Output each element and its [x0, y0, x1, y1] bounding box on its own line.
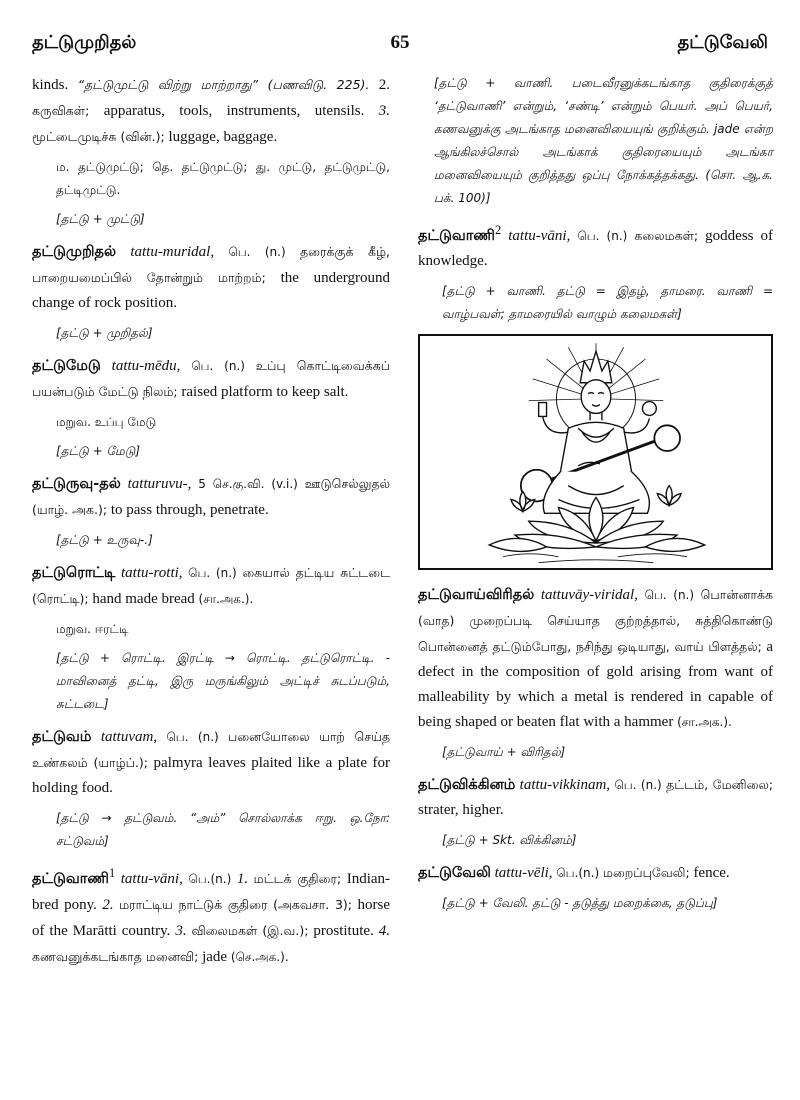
headword: தட்டுவாணி — [32, 871, 109, 887]
tamil-definition: பனையோலை யாற் செய்த உண்கலம் (யாழ்ப்.); — [32, 729, 391, 770]
part-of-speech: பெ. (n.) — [191, 359, 245, 373]
synonym: மறுவ. உப்பு மேடு — [56, 415, 157, 429]
english-definition: strater, higher. — [418, 802, 504, 818]
etymology: [தட்டுவாய் + விரிதல்] — [442, 745, 566, 759]
english-definition: palmyra leaves plaited like a plate for holding food. — [32, 755, 391, 796]
tamil-definition: பொன்னாக்க (வாத) முறைப்படி செய்யாத குற்றத்தால், சுத்திகொண்டு பொன்னைத் தட்டும்போது, நசிந்து ஒடியாது, வாய் பிளத்தல்; — [418, 587, 773, 654]
etymology: [தட்டு + முட்டு] — [56, 212, 145, 226]
part-of-speech: பெ. (n.) — [166, 730, 219, 744]
transliteration: tatturuvu-, — [127, 476, 192, 492]
homonym-number: 2 — [494, 223, 502, 237]
cognates: ம. தட்டுமுட்டு; தெ. தட்டுமுட்டு; து. முட்டு, தட்டுமுட்டு, தட்டிமுட்டு. — [56, 160, 390, 197]
synonym: மறுவ. ஈரட்டி — [56, 622, 129, 636]
headword: தட்டுவாய்விரிதல் — [418, 587, 535, 603]
headword: தட்டுரொட்டி — [32, 565, 116, 581]
dictionary-entry — [32, 471, 390, 523]
tamil-definition: உப்பு கொட்டிவைக்கப் பயன்படும் மேட்டு நிலம்; — [32, 358, 390, 399]
dictionary-entry — [32, 560, 390, 612]
transliteration: tattu-mēdu, — [111, 358, 181, 374]
transliteration: tattu-vāni, — [508, 228, 571, 244]
entry-continuation: kinds. “தட்டுமுட்டு விற்று மாற்றாது” (பணவிடு. 225). 2. கருவிகள்; apparatus, tools, instruments, utensils. 3. மூட்டைமுடிச்சு (வின்.); luggage, baggage. — [32, 77, 390, 145]
transliteration: tattu-vikkinam, — [519, 777, 611, 793]
english-definition: goddess of knowledge. — [418, 228, 774, 269]
part-of-speech: பெ. (n.) — [188, 566, 237, 580]
dictionary-entry — [32, 724, 390, 801]
transliteration: tattu-muridal, — [130, 244, 215, 260]
dictionary-entry: தட்டுவாணி$^1$ tattu-vāni, பெ.(n.) 1. மட்டக் குதிரை; Indian-bred pony. 2. மராட்டிய நாட்டுக் குதிரை (அகவசா. 3); horse of the Marātti country. 3. விலைமகள் (இ.வ.); prostitute. 4. கணவனுக்கடங்காத மனைவி; jade (செ.அக.). — [32, 866, 391, 965]
transliteration: tattu-vēli, — [494, 865, 553, 881]
etymology: [தட்டு + Skt. விக்கினம்] — [442, 833, 577, 847]
right-column — [418, 72, 773, 923]
etymology: [தட்டு + வேலி. தட்டு - தடுத்து மறைக்கை, தடுப்பு] — [442, 896, 718, 910]
tamil-definition: மறைப்புவேலி; — [602, 865, 690, 880]
etymology: [தட்டு + மேடு] — [56, 444, 141, 458]
part-of-speech: பெ. (n.) — [644, 588, 695, 602]
english-definition: a defect in the composition of gold arising from want of malleability by which a metal is rendered in capable of being shaped or beaten flat with a hammer — [418, 639, 773, 730]
source-reference: (சா.அக.). — [198, 592, 254, 606]
headword: தட்டுருவு-தல் — [32, 476, 121, 492]
dictionary-entry — [418, 218, 773, 274]
page-number: 65 — [390, 32, 410, 53]
english-definition: raised platform to keep salt. — [177, 384, 349, 400]
headword: தட்டுவேலி — [418, 865, 491, 881]
transliteration: tattuvāy-viridal, — [540, 587, 638, 603]
headword: தட்டுவம் — [32, 729, 92, 745]
english-definition: to pass through, penetrate. — [107, 502, 269, 518]
part-of-speech: பெ. (n.) — [577, 229, 628, 243]
dictionary-entry — [418, 860, 773, 886]
dictionary-entry — [32, 353, 390, 405]
part-of-speech: பெ.(n.) — [556, 866, 600, 880]
source-reference: (சா.அக.). — [677, 715, 732, 729]
dictionary-entry — [418, 582, 773, 735]
transliteration: tattuvam, — [100, 729, 158, 745]
part-of-speech: பெ. (n.) — [228, 245, 286, 259]
part-of-speech: பெ. (n.) — [614, 778, 662, 792]
tamil-definition: ஊடுசெல்லுதல் (யாழ். அக.); — [32, 476, 391, 517]
saraswati-on-lotus-illustration — [418, 334, 773, 570]
source-reference: (செ.அக.). — [230, 950, 289, 964]
english-definition: hand made bread — [88, 591, 199, 607]
quotation: “தட்டுமுட்டு விற்று மாற்றாது” (பணவிடு. 225). — [77, 77, 370, 92]
english-definition: fence. — [689, 865, 730, 881]
transliteration: tattu-vāni, — [120, 871, 183, 887]
etymology: [தட்டு + வாணி. படைவீரனுக்கடங்காத குதிரைக்குத் ‘தட்டுவாணி’ என்றும், ‘சண்டி’ என்றும் பெயர். அப் பெயர், கணவனுக்கு அடங்காத மனைவியையுங் குறிக்கும். jade என்ற ஆங்கிலச்சொல் அடங்காக் குதிரையையும் அடங்கா மனைவியையும் குறித்தது ஒப்பு நோக்கத்தக்கது. (சொ. ஆ.க. பக். 100)] — [434, 76, 773, 205]
part-of-speech: பெ.(n.) — [188, 872, 232, 886]
headword: தட்டுமுறிதல் — [32, 244, 116, 260]
page-header — [32, 32, 768, 58]
tamil-definition: தட்டம், மேனிலை; — [666, 777, 774, 792]
header-right-guideword: தட்டுவேலி — [677, 32, 768, 53]
etymology: [தட்டு → தட்டுவம். “அம்” சொல்லாக்க ஈறு. ஒ.நோ: சட்டுவம்] — [56, 811, 390, 848]
english-definition: the underground change of rock position. — [32, 270, 390, 311]
tamil-definition: தரைக்குக் கீழ், பாறையமைப்பில் தோன்றும் மாற்றம்; — [32, 244, 391, 285]
etymology: [தட்டு + முறிதல்] — [56, 326, 153, 340]
homonym-number: 1 — [108, 866, 116, 880]
dictionary-entry — [418, 772, 773, 823]
etymology: [தட்டு + ரொட்டி. இரட்டி → ரொட்டி. தட்டுரொட்டி. - மாவினைத் தட்டி, இரு மருங்கிலும் அட்டிச் சுடப்படும், சுட்டடை] — [56, 651, 390, 711]
dictionary-entry — [32, 239, 390, 316]
headword: தட்டுவிக்கினம் — [418, 777, 516, 793]
etymology: [தட்டு + வாணி. தட்டு = இதழ், தாமரை. வாணி = வாழ்பவள்; தாமரையில் வாழும் கலைமகள்] — [442, 284, 773, 321]
header-left-guideword: தட்டுமுறிதல் — [32, 32, 137, 53]
saraswati-illustration-art — [420, 336, 771, 568]
etymology: [தட்டு + உருவு-.] — [56, 533, 153, 547]
left-column — [32, 72, 390, 976]
part-of-speech: 5 செ.கு.வி. (v.i.) — [198, 477, 298, 491]
transliteration: tattu-rotti, — [121, 565, 183, 581]
tamil-definition: கலைமகள்; — [634, 228, 699, 243]
headword: தட்டுவாணி — [418, 228, 495, 244]
headword: தட்டுமேடு — [32, 358, 101, 374]
tamil-definition: கையால் தட்டிய சுட்டடை (ரொட்டி); — [32, 565, 391, 606]
lotus-base — [515, 497, 677, 548]
